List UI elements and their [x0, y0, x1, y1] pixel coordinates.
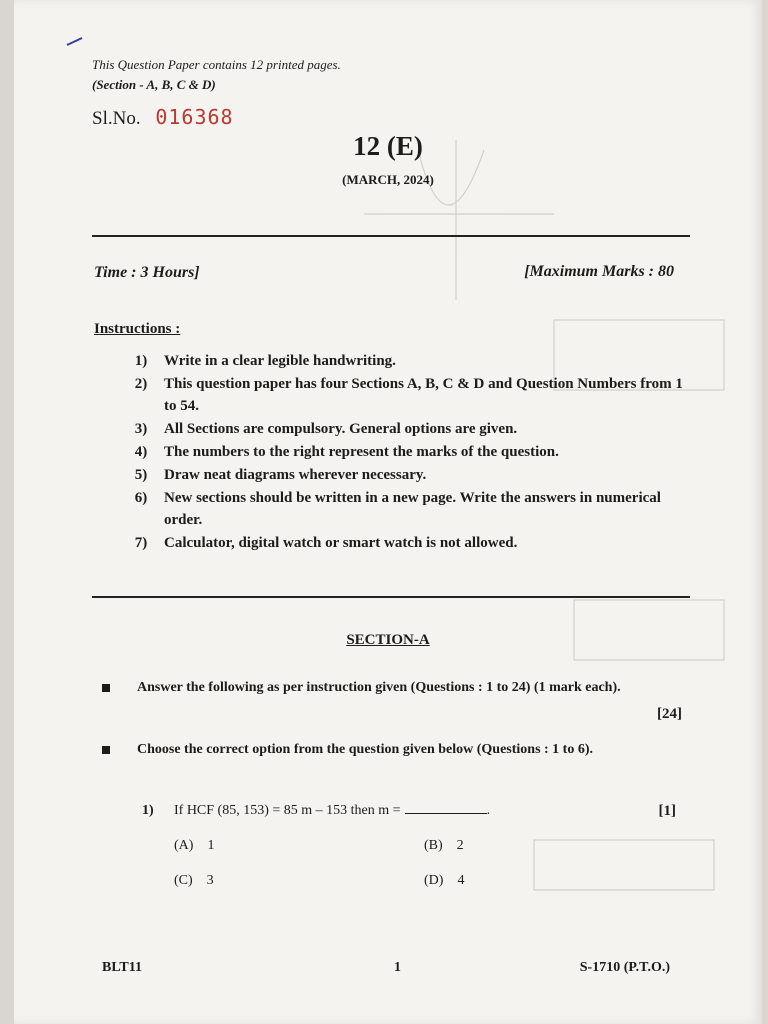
option-value: 2 — [456, 838, 464, 853]
instructions-list — [118, 350, 698, 555]
instructions-title: Instructions : — [94, 321, 181, 337]
section-instruction-text: Answer the following as per instruction given (Questions : 1 to 24) (1 mark each). — [137, 680, 621, 695]
question-end: . — [486, 803, 491, 818]
question-marks: [1] — [658, 803, 676, 819]
maximum-marks: [Maximum Marks : 80 — [524, 263, 674, 280]
section-instruction-text: Choose the correct option from the question given below (Questions : 1 to 6). — [137, 742, 594, 757]
page-number: 1 — [394, 960, 401, 975]
section-instruction — [102, 742, 593, 758]
instruction-number: 7) — [134, 535, 148, 551]
instruction-number: 2) — [134, 376, 148, 392]
answer-blank — [405, 813, 487, 814]
section-marks: [24] — [657, 706, 682, 722]
instruction-item — [118, 487, 698, 531]
option-value: 4 — [457, 873, 465, 888]
section-a-title: SECTION-A — [346, 632, 430, 648]
footer-pto: S-1710 (P.T.O.) — [579, 960, 670, 975]
option-b — [424, 838, 464, 854]
option-a — [174, 838, 214, 854]
paper-code: 12 (E) — [353, 131, 423, 161]
bullet-icon — [102, 684, 110, 692]
question-text — [174, 803, 490, 819]
bullet-icon — [102, 746, 110, 754]
instruction-text: New sections should be written in a new page. Write the answers in numerical order. — [164, 490, 661, 528]
section-instruction — [102, 680, 621, 696]
option-value: 3 — [206, 873, 214, 888]
option-label: (A) — [174, 838, 194, 853]
instruction-item — [118, 373, 698, 417]
option-label: (D) — [424, 873, 444, 888]
question-stem: If HCF (85, 153) = 85 m – 153 then m = — [174, 803, 401, 818]
instruction-text: Draw neat diagrams wherever necessary. — [164, 467, 427, 483]
instruction-text: This question paper has four Sections A, B, C & D and Question Numbers from 1 to 54. — [164, 376, 683, 414]
instruction-number: 3) — [134, 421, 148, 437]
serial-number — [92, 105, 234, 130]
option-d — [424, 873, 464, 889]
option-value: 1 — [207, 838, 215, 853]
option-label: (C) — [174, 873, 193, 888]
divider — [92, 235, 690, 237]
instruction-text: The numbers to the right represent the marks of the question. — [164, 444, 559, 460]
instruction-text: Calculator, digital watch or smart watch is not allowed. — [164, 535, 518, 551]
option-label: (B) — [424, 838, 443, 853]
instruction-number: 6) — [134, 490, 148, 506]
serial-number-value: 016368 — [155, 105, 234, 129]
instruction-item — [118, 464, 698, 486]
instruction-item — [118, 350, 698, 372]
instruction-number: 5) — [134, 467, 148, 483]
instruction-item — [118, 441, 698, 463]
exam-date: (MARCH, 2024) — [342, 172, 434, 187]
instruction-number: 4) — [134, 444, 148, 460]
option-c — [174, 873, 214, 889]
divider — [92, 596, 690, 598]
instruction-item — [118, 418, 698, 440]
serial-number-label: Sl.No. — [92, 108, 141, 129]
instruction-text: Write in a clear legible handwriting. — [164, 353, 396, 369]
pages-note: This Question Paper contains 12 printed pages. — [92, 57, 341, 72]
question-number: 1) — [142, 803, 154, 818]
footer-code: BLT11 — [102, 960, 142, 975]
exam-time: Time : 3 Hours] — [94, 264, 200, 281]
instruction-text: All Sections are compulsory. General options are given. — [164, 421, 518, 437]
pen-mark — [66, 36, 84, 46]
sections-note: (Section - A, B, C & D) — [92, 77, 216, 92]
instruction-number: 1) — [134, 353, 148, 369]
instruction-item — [118, 532, 698, 554]
exam-page — [14, 0, 762, 1024]
